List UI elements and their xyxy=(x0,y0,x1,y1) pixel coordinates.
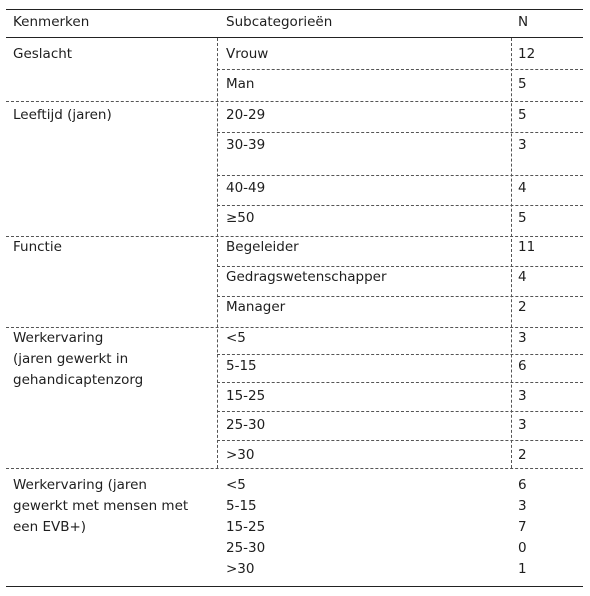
sub-evb-lt5: <5 xyxy=(226,477,246,493)
header-kenmerken: Kenmerken xyxy=(13,14,90,30)
row-divider xyxy=(217,205,583,206)
n-man: 5 xyxy=(518,76,527,92)
row-divider xyxy=(217,440,583,441)
table-top-rule xyxy=(6,9,583,10)
row-divider xyxy=(217,175,583,176)
sub-evb-15-25: 15-25 xyxy=(226,519,266,535)
n-evb-15-25: 7 xyxy=(518,519,527,535)
n-vrouw: 12 xyxy=(518,46,536,62)
sub-manager: Manager xyxy=(226,299,286,315)
n-30-39: 3 xyxy=(518,137,527,153)
n-evb-5-15: 3 xyxy=(518,498,527,514)
row-divider xyxy=(217,382,583,383)
sub-begeleider: Begeleider xyxy=(226,239,299,255)
header-subcategorieen: Subcategorieën xyxy=(226,14,333,30)
column-divider xyxy=(217,38,218,468)
n-evb-gt30: 1 xyxy=(518,561,527,577)
column-divider xyxy=(511,38,512,468)
group-label-evb-line3: een EVB+) xyxy=(13,519,87,535)
n-evb-lt5: 6 xyxy=(518,477,527,493)
table-bottom-rule xyxy=(6,586,583,587)
n-25-30: 3 xyxy=(518,417,527,433)
n-lt5: 3 xyxy=(518,330,527,346)
group-label-geslacht: Geslacht xyxy=(13,46,73,62)
n-gedragswetenschapper: 4 xyxy=(518,269,527,285)
sub-30-39: 30-39 xyxy=(226,137,266,153)
group-label-leeftijd: Leeftijd (jaren) xyxy=(13,107,112,123)
sub-20-29: 20-29 xyxy=(226,107,266,123)
sub-15-25: 15-25 xyxy=(226,388,266,404)
n-15-25: 3 xyxy=(518,388,527,404)
group-divider xyxy=(6,468,583,469)
group-label-evb-line1: Werkervaring (jaren xyxy=(13,477,147,493)
sub-evb-5-15: 5-15 xyxy=(226,498,257,514)
group-label-werkervaring-line3: gehandicaptenzorg xyxy=(13,372,144,388)
header-bottom-rule xyxy=(6,37,583,38)
n-20-29: 5 xyxy=(518,107,527,123)
sub-lt5: <5 xyxy=(226,330,246,346)
row-divider xyxy=(217,354,583,355)
characteristics-table xyxy=(6,9,583,587)
header-n: N xyxy=(518,14,529,30)
n-evb-25-30: 0 xyxy=(518,540,527,556)
group-label-werkervaring-line1: Werkervaring xyxy=(13,330,104,346)
n-gt30: 2 xyxy=(518,447,527,463)
sub-gedragswetenschapper: Gedragswetenschapper xyxy=(226,269,387,285)
sub-gt30: >30 xyxy=(226,447,255,463)
row-divider xyxy=(217,411,583,412)
sub-man: Man xyxy=(226,76,255,92)
group-label-evb-line2: gewerkt met mensen met xyxy=(13,498,189,514)
n-manager: 2 xyxy=(518,299,527,315)
n-begeleider: 11 xyxy=(518,239,536,255)
sub-evb-gt30: >30 xyxy=(226,561,255,577)
sub-25-30: 25-30 xyxy=(226,417,266,433)
row-divider xyxy=(217,132,583,133)
sub-5-15: 5-15 xyxy=(226,358,257,374)
n-40-49: 4 xyxy=(518,180,527,196)
group-label-werkervaring-line2: (jaren gewerkt in xyxy=(13,351,129,367)
sub-vrouw: Vrouw xyxy=(226,46,269,62)
n-5-15: 6 xyxy=(518,358,527,374)
sub-40-49: 40-49 xyxy=(226,180,266,196)
sub-50-plus: ≥50 xyxy=(226,210,255,226)
sub-evb-25-30: 25-30 xyxy=(226,540,266,556)
n-50-plus: 5 xyxy=(518,210,527,226)
row-divider xyxy=(217,69,583,70)
group-divider xyxy=(6,101,583,102)
group-label-functie: Functie xyxy=(13,239,62,255)
